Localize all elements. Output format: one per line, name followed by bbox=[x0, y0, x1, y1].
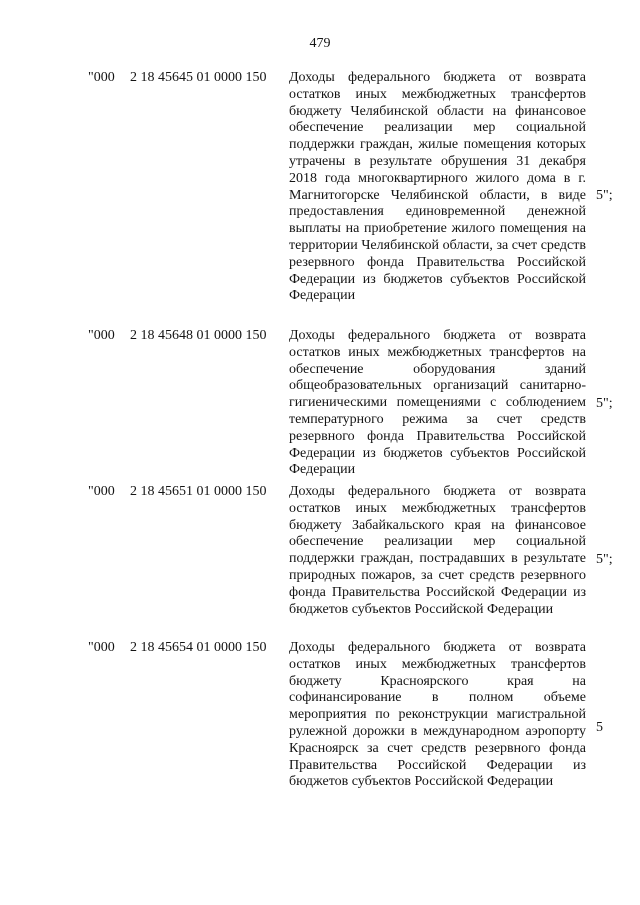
entry-description: Доходы федерального бюджета от возврата остатков иных межбюджетных трансфертов бюджету Челябинской области на финансовое обеспечение реализации мер социальной поддержки граждан, жилые помещения которых утрачены в результате обрушения 31 декабря 2018 года многоквартирного жилого дома в г. Магнитогорске Челябинской области, в виде предоставления единовременной денежной выплаты на приобретение жилого помещения на территории Челябинской области, за счет средств резервного фонда Правительства Российской Федерации из бюджетов субъектов Российской Федерации bbox=[289, 70, 586, 304]
entry-prefix: "000 bbox=[88, 328, 115, 343]
entry-prefix: "000 bbox=[88, 640, 115, 655]
entry-description: Доходы федерального бюджета от возврата остатков иных межбюджетных трансфертов бюджету Красноярского края на софинансирование в полном объеме мероприятия по реконструкции магистральной рулежной дорожки в международном аэропорту Красноярск за счет средств резервного фонда Правительства Российской Федерации из бюджетов субъектов Российской Федерации bbox=[289, 640, 586, 790]
budget-classification-code: 2 18 45654 01 0000 150 bbox=[130, 640, 267, 655]
entry-description: Доходы федерального бюджета от возврата остатков иных межбюджетных трансфертов бюджету Забайкальского края на финансовое обеспечение реализации мер социальной поддержки граждан, пострадавших в результате природных пожаров, за счет средств резервного фонда Правительства Российской Федерации из бюджетов субъектов Российской Федерации bbox=[289, 484, 586, 617]
budget-classification-code: 2 18 45645 01 0000 150 bbox=[130, 70, 267, 85]
budget-classification-code: 2 18 45648 01 0000 150 bbox=[130, 328, 267, 343]
entry-prefix: "000 bbox=[88, 484, 115, 499]
entry-amount: 5"; bbox=[596, 396, 613, 411]
entry-description: Доходы федерального бюджета от возврата остатков иных межбюджетных трансфертов на обеспечение оборудования зданий общеобразовательных организаций санитарно-гигиеническими помещениями с соблюдением температурного режима за счет средств резервного фонда Правительства Российской Федерации из бюджетов субъектов Российской Федерации bbox=[289, 328, 586, 478]
budget-classification-code: 2 18 45651 01 0000 150 bbox=[130, 484, 267, 499]
entry-amount: 5"; bbox=[596, 188, 613, 203]
page-number: 479 bbox=[309, 36, 331, 51]
entry-prefix: "000 bbox=[88, 70, 115, 85]
entry-amount: 5"; bbox=[596, 552, 613, 567]
entry-amount: 5 bbox=[596, 720, 603, 735]
